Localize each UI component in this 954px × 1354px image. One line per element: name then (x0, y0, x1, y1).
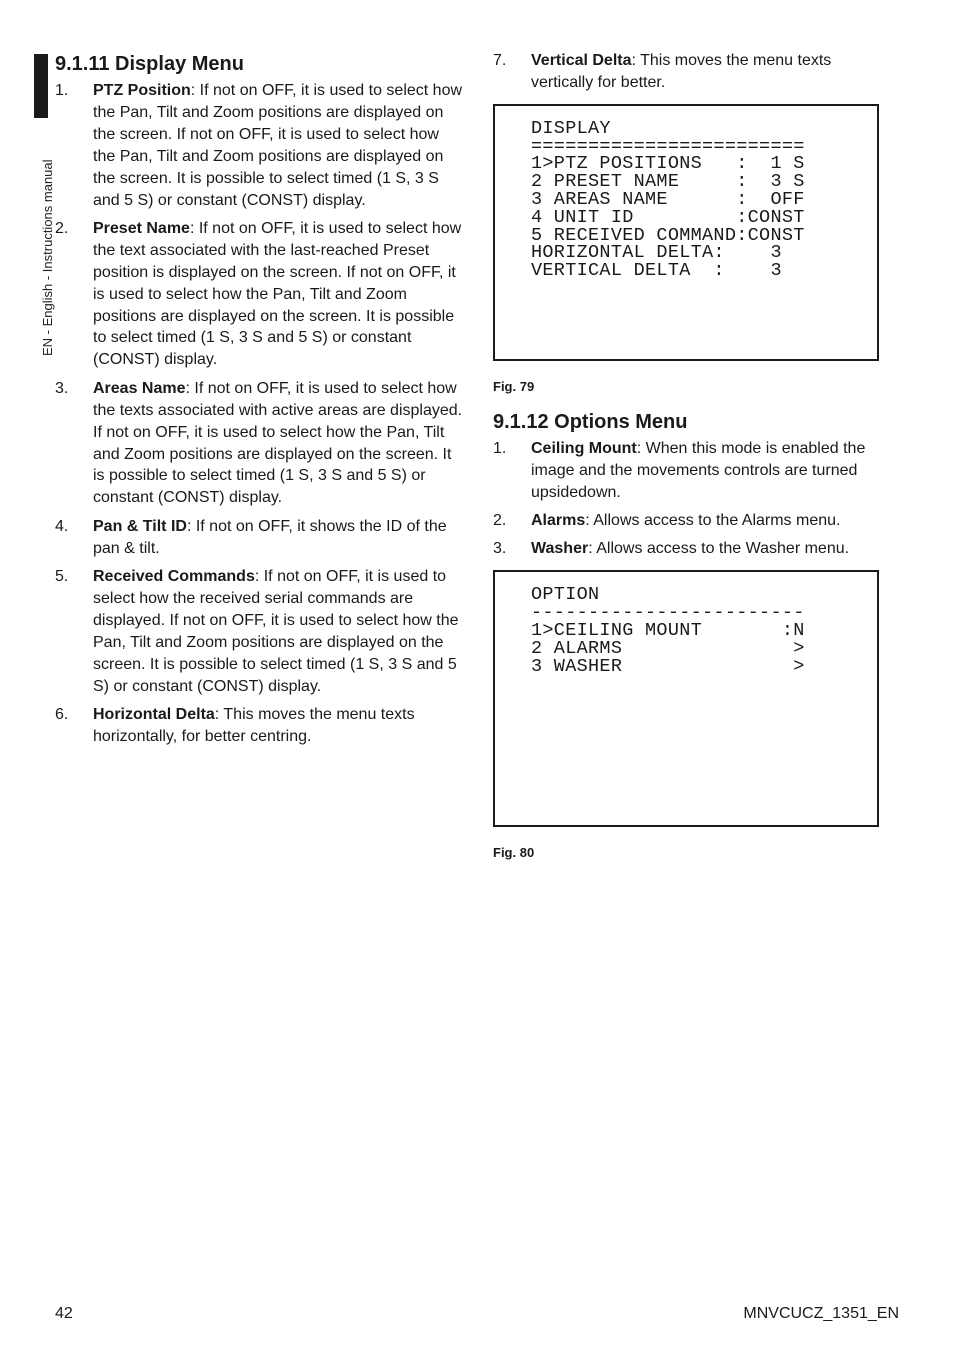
options-menu-list (493, 438, 893, 561)
display-menu-heading: 9.1.11 Display Menu (55, 53, 244, 75)
menu-line: OPTION (531, 584, 600, 606)
list-item (55, 218, 465, 371)
list-item (493, 538, 893, 560)
menu-line: VERTICAL DELTA : 3 (531, 260, 782, 282)
item-text: : When this mode is enabled the image and the movements controls are turned upsidedown. (531, 439, 866, 501)
page-number: 42 (55, 1305, 73, 1322)
item-number: 3. (55, 379, 69, 397)
item-text: : Allows access to the Alarms menu. (585, 512, 841, 530)
item-text: : This moves the menu texts horizontally, for better centring. (93, 705, 415, 745)
item-text: : This moves the menu texts vertically for better. (531, 52, 832, 91)
list-item (55, 516, 465, 560)
figure-caption: Fig. 79 (493, 378, 535, 394)
list-item (493, 510, 893, 532)
menu-line: 1>PTZ POSITIONS : 1 S (531, 153, 805, 175)
item-text: : If not on OFF, it is used to select how the received serial commands are displayed. If not on OFF, it is used to select how the Pan, Tilt and Zoom positions are displayed on the screen. It is possible to select timed (1 S, 3 S and 5 S) or constant (CONST) display. (93, 568, 459, 695)
item-text: : If not on OFF, it is used to select how the text associated with the last-reached Preset position is displayed on the screen. If not on OFF, it is used to select how the Pan, Tilt and Zoom positions are displayed on the screen. It is possible to select timed (1 S, 3 S and 5 S) or constant (CONST) display. (93, 219, 462, 369)
menu-line: HORIZONTAL DELTA: 3 (531, 242, 782, 264)
item-term: PTZ Position (93, 82, 191, 99)
item-term: Preset Name (93, 219, 190, 237)
right-column (493, 50, 893, 860)
item-text: : If not on OFF, it is used to select how the Pan, Tilt and Zoom positions are displayed on the screen. If not on OFF, it is used to select how the Pan, Tilt and Zoom positions are displayed on the screen. It is possible to select timed (1 S, 3 S and 5 S) or constant (CONST) display. (93, 82, 463, 209)
display-menu-screen (493, 104, 879, 361)
list-item (493, 50, 893, 94)
list-item (55, 80, 465, 211)
item-text: : If not on OFF, it shows the ID of the pan & tilt. (93, 517, 447, 557)
item-term: Received Commands (93, 568, 255, 586)
menu-line: 3 AREAS NAME : OFF (531, 189, 805, 210)
item-term: Ceiling Mount (531, 439, 637, 457)
options-menu-heading: 9.1.12 Options Menu (493, 410, 688, 433)
menu-line: 2 ALARMS > (531, 637, 805, 659)
menu-line: 2 PRESET NAME : 3 S (531, 171, 805, 193)
item-term: Washer (531, 540, 589, 558)
menu-line: ======================== (531, 135, 805, 157)
side-tab-marker (34, 54, 48, 118)
item-text: : Allows access to the Washer menu. (588, 540, 850, 558)
menu-line: 4 UNIT ID :CONST (531, 206, 805, 228)
list-item (55, 566, 465, 697)
side-label: EN - English - Instructions manual (40, 159, 55, 356)
item-number: 1. (55, 82, 69, 99)
item-term: Horizontal Delta (93, 705, 215, 723)
item-number: 6. (55, 705, 69, 723)
item-number: 7. (493, 52, 507, 69)
menu-line: ------------------------ (531, 602, 805, 624)
list-item (493, 438, 893, 504)
item-number: 2. (55, 219, 69, 237)
item-number: 2. (493, 512, 507, 530)
item-term: Areas Name (93, 379, 186, 397)
item-term: Pan & Tilt ID (93, 517, 187, 535)
left-column (55, 50, 465, 754)
item-number: 3. (493, 540, 507, 558)
menu-line: 5 RECEIVED COMMAND:CONST (531, 224, 805, 246)
figure-caption: Fig. 80 (493, 845, 535, 861)
item-term: Alarms (531, 512, 586, 530)
item-term: Vertical Delta (531, 52, 632, 69)
list-item (55, 378, 465, 509)
item-text: : If not on OFF, it is used to select how the texts associated with active areas are displayed. If not on OFF, it is used to select how the Pan, Tilt and Zoom positions are displayed on the screen. It is possible to select timed (1 S, 3 S and 5 S) or constant (CONST) display. (93, 379, 463, 507)
item-number: 4. (55, 517, 69, 535)
item-number: 5. (55, 568, 69, 586)
document-code: MNVCUCZ_1351_EN (743, 1305, 899, 1322)
menu-line: 1>CEILING MOUNT :N (531, 619, 805, 641)
menu-line: DISPLAY (531, 117, 611, 139)
list-item (55, 704, 465, 748)
display-menu-list (55, 80, 465, 748)
item-number: 1. (493, 439, 507, 457)
options-menu-screen (493, 570, 879, 827)
display-menu-list-continued (493, 50, 893, 94)
menu-line: 3 WASHER > (531, 655, 805, 677)
